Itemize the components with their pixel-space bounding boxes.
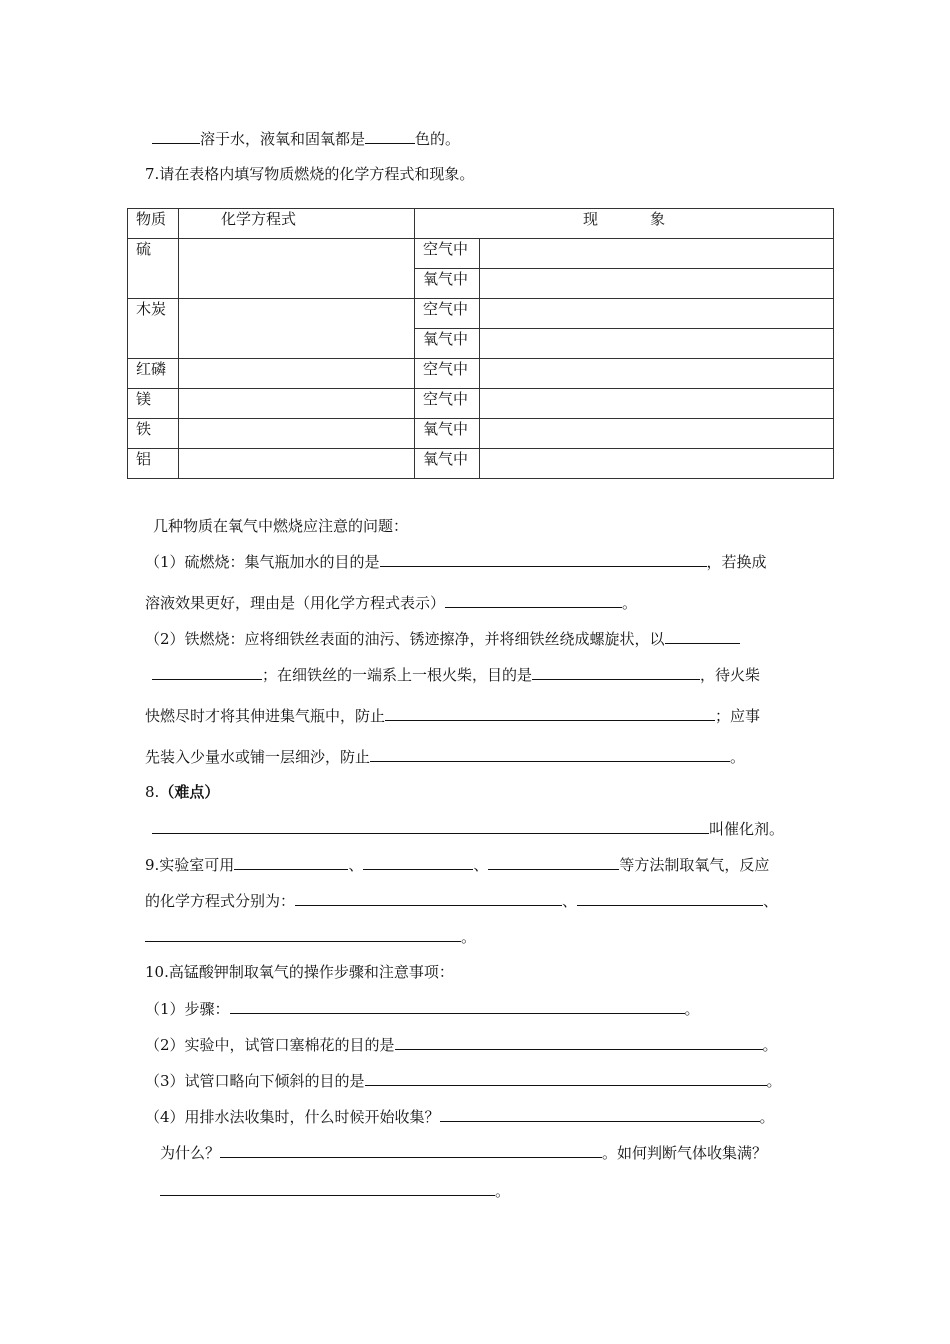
table-header-row xyxy=(128,209,834,239)
question-7-title: 7.请在表格内填写物质燃烧的化学方程式和现象。 xyxy=(145,165,475,183)
text: 。 xyxy=(762,1036,778,1054)
cell-phenomenon[interactable] xyxy=(480,449,834,479)
table-row xyxy=(128,449,834,479)
text: ，若换成 xyxy=(706,553,767,571)
question-9-line2 xyxy=(145,890,778,911)
table-row xyxy=(128,299,834,329)
text: ，待火柴 xyxy=(700,666,761,684)
text: 、 xyxy=(473,856,489,874)
question-10-step3 xyxy=(145,1070,782,1091)
header-phenomenon-1: 现 xyxy=(582,210,598,228)
header-substance: 物质 xyxy=(128,209,179,239)
notes-p2-line3 xyxy=(145,705,760,726)
text: 。 xyxy=(684,1000,700,1018)
question-8-line xyxy=(152,818,784,839)
text: （2）铁燃烧：应将细铁丝表面的油污、锈迹擦净，并将细铁丝绕成螺旋状，以 xyxy=(145,630,665,648)
fill-line-top xyxy=(152,128,460,149)
blank[interactable] xyxy=(152,818,709,834)
text: 叫催化剂。 xyxy=(709,820,785,838)
cell-phenomenon[interactable] xyxy=(480,299,834,329)
combustion-table xyxy=(127,208,834,479)
header-equation: 化学方程式 xyxy=(179,209,415,239)
text: 。 xyxy=(495,1182,511,1200)
text: 。 xyxy=(622,594,638,612)
cell-phenomenon[interactable] xyxy=(480,269,834,299)
cell-phenomenon[interactable] xyxy=(480,329,834,359)
question-10-title: 10.高锰酸钾制取氧气的操作步骤和注意事项： xyxy=(145,963,454,981)
text: 。 xyxy=(730,748,746,766)
text: （2）实验中，试管口塞棉花的目的是 xyxy=(145,1036,395,1054)
question-10-step4-full xyxy=(160,1180,510,1201)
blank[interactable] xyxy=(665,628,740,644)
cell-env: 空气中 xyxy=(415,389,480,419)
text: （3）试管口略向下倾斜的目的是 xyxy=(145,1072,365,1090)
table-row xyxy=(128,419,834,449)
blank[interactable] xyxy=(445,592,622,608)
blank[interactable] xyxy=(380,551,707,567)
header-phenomenon xyxy=(415,209,834,239)
notes-p2-line4 xyxy=(145,746,745,767)
cell-phenomenon[interactable] xyxy=(480,389,834,419)
notes-p1-line1 xyxy=(145,551,767,572)
table-row xyxy=(128,239,834,269)
notes-p2-line1 xyxy=(145,628,740,649)
blank[interactable] xyxy=(365,1070,767,1086)
text: （4）用排水法收集时，什么时候开始收集？ xyxy=(145,1108,440,1126)
text: 9.实验室可用 xyxy=(145,856,235,874)
cell-substance: 铝 xyxy=(128,449,179,479)
cell-substance: 硫 xyxy=(128,239,179,299)
text: 。如何判断气体收集满？ xyxy=(602,1144,768,1162)
blank[interactable] xyxy=(160,1180,495,1196)
cell-env: 空气中 xyxy=(415,359,480,389)
text: 。 xyxy=(759,1108,775,1126)
text: 等方法制取氧气，反应 xyxy=(619,856,770,874)
blank[interactable] xyxy=(577,890,763,906)
cell-equation[interactable] xyxy=(179,359,415,389)
blank[interactable] xyxy=(363,854,473,870)
text: 、 xyxy=(763,892,779,910)
text: ；应事 xyxy=(715,707,761,725)
table-row xyxy=(128,389,834,419)
header-phenomenon-2: 象 xyxy=(650,210,666,228)
cell-env: 空气中 xyxy=(415,299,480,329)
cell-substance: 红磷 xyxy=(128,359,179,389)
text: 色的。 xyxy=(415,130,461,148)
text: 的化学方程式分别为： xyxy=(145,892,296,910)
cell-equation[interactable] xyxy=(179,449,415,479)
question-9-line3 xyxy=(145,926,476,947)
cell-env: 氧气中 xyxy=(415,329,480,359)
blank[interactable] xyxy=(440,1106,760,1122)
text: （1）硫燃烧：集气瓶加水的目的是 xyxy=(145,553,380,571)
text: 、 xyxy=(562,892,578,910)
cell-env: 氧气中 xyxy=(415,269,480,299)
question-10-step4-why xyxy=(160,1142,767,1163)
text: 先装入少量水或铺一层细沙，防止 xyxy=(145,748,371,766)
cell-equation[interactable] xyxy=(179,299,415,359)
cell-substance: 镁 xyxy=(128,389,179,419)
blank[interactable] xyxy=(152,664,262,680)
text: 。 xyxy=(461,928,477,946)
cell-equation[interactable] xyxy=(179,419,415,449)
cell-env: 氧气中 xyxy=(415,449,480,479)
text: 。 xyxy=(766,1072,782,1090)
blank[interactable] xyxy=(145,926,461,942)
notes-intro: 几种物质在氧气中燃烧应注意的问题： xyxy=(153,517,409,535)
blank[interactable] xyxy=(532,664,700,680)
cell-phenomenon[interactable] xyxy=(480,419,834,449)
text: 溶于水，液氧和固氧都是 xyxy=(200,130,366,148)
blank[interactable] xyxy=(385,705,715,721)
blank[interactable] xyxy=(488,854,619,870)
cell-substance: 木炭 xyxy=(128,299,179,359)
cell-equation[interactable] xyxy=(179,239,415,299)
cell-substance: 铁 xyxy=(128,419,179,449)
cell-env: 空气中 xyxy=(415,239,480,269)
text: （1）步骤： xyxy=(145,1000,230,1018)
question-10-step1 xyxy=(145,998,700,1019)
text: ；在细铁丝的一端系上一根火柴，目的是 xyxy=(262,666,533,684)
blank[interactable] xyxy=(370,746,730,762)
blank[interactable] xyxy=(230,998,685,1014)
notes-p2-line2 xyxy=(152,664,760,685)
blank[interactable] xyxy=(234,854,348,870)
blank[interactable] xyxy=(152,128,200,144)
blank[interactable] xyxy=(365,128,415,144)
question-9-line1 xyxy=(145,854,769,875)
question-10-step4 xyxy=(145,1106,775,1127)
blank[interactable] xyxy=(295,890,562,906)
cell-phenomenon[interactable] xyxy=(480,359,834,389)
text: 溶液效果更好，理由是（用化学方程式表示） xyxy=(145,594,446,612)
text: 快燃尽时才将其伸进集气瓶中，防止 xyxy=(145,707,386,725)
text: 、 xyxy=(348,856,364,874)
blank[interactable] xyxy=(395,1034,763,1050)
cell-env: 氧气中 xyxy=(415,419,480,449)
question-number: 8. xyxy=(145,783,160,801)
blank[interactable] xyxy=(220,1142,602,1158)
cell-equation[interactable] xyxy=(179,389,415,419)
text: 为什么？ xyxy=(160,1144,221,1162)
question-10-step2 xyxy=(145,1034,778,1055)
notes-p1-line2 xyxy=(145,592,637,613)
difficulty-tag: （难点） xyxy=(159,783,220,801)
cell-phenomenon[interactable] xyxy=(480,239,834,269)
question-8-title xyxy=(145,782,219,802)
table-row xyxy=(128,359,834,389)
